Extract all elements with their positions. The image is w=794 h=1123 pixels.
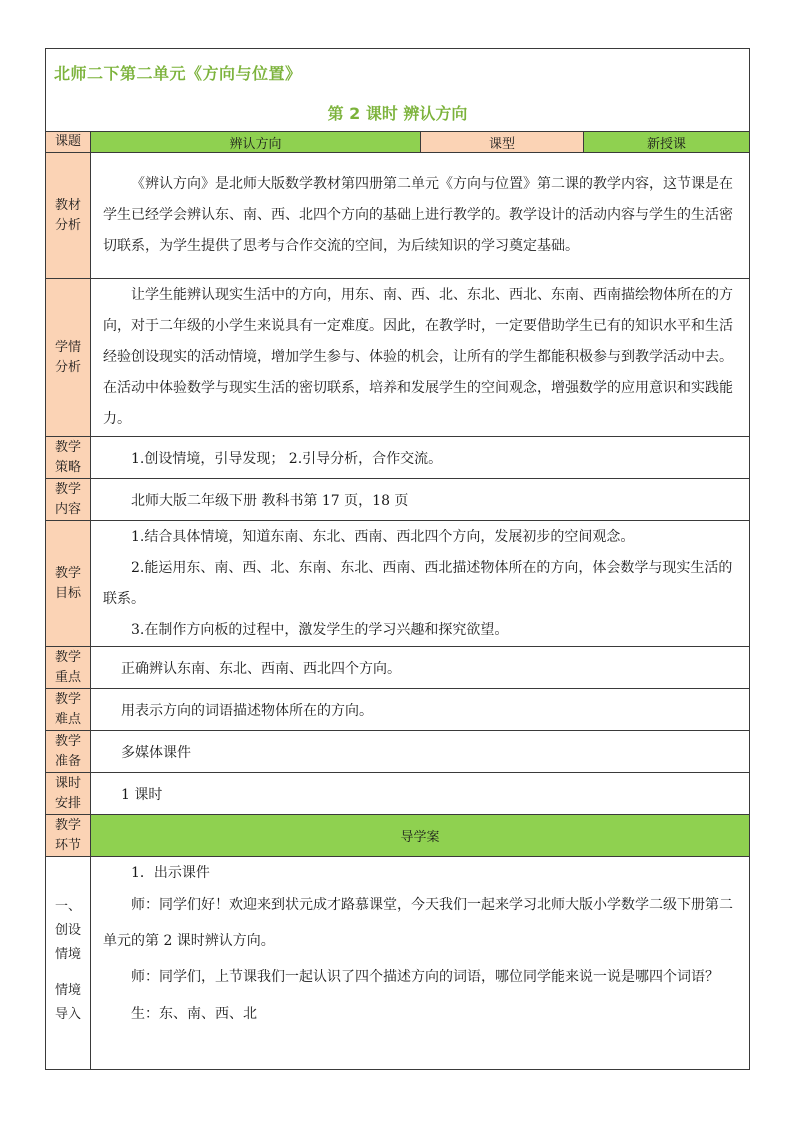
label-line: 导入 — [54, 1007, 81, 1022]
textbook-analysis-row — [46, 153, 750, 279]
topic-value: 辨认方向 — [91, 132, 421, 153]
textbook-analysis-text-cell — [91, 153, 750, 279]
label-line: 教学 — [54, 481, 81, 497]
label-line: 教学 — [54, 439, 81, 455]
label-spacer — [46, 967, 90, 979]
label-line: 内容 — [54, 501, 81, 517]
hours-text: 1 课时 — [91, 773, 750, 815]
label-line: 目标 — [54, 585, 81, 601]
step1-line: 师：同学们好！欢迎来到状元成才路慕课堂，今天我们一起来学习北师大版小学数学二级下册第二单元的第 2 课时辨认方向。 — [103, 897, 733, 949]
label-line: 教学 — [54, 691, 81, 707]
hours-row — [46, 773, 750, 815]
student-analysis-text-cell — [91, 279, 750, 437]
label-line: 教学 — [54, 565, 81, 581]
content-row — [46, 479, 750, 521]
strategy-row — [46, 437, 750, 479]
process-title: 导学案 — [91, 815, 750, 857]
label-line: 教学 — [54, 733, 81, 749]
goals-label — [46, 521, 91, 647]
label-line: 情境 — [54, 947, 81, 962]
preparation-text: 多媒体课件 — [91, 731, 750, 773]
strategy-text: 1.创设情境，引导发现； 2.引导分析，合作交流。 — [91, 437, 750, 479]
strategy-label — [46, 437, 91, 479]
step1-line: 师：同学们，上节课我们一起认识了四个描述方向的词语，哪位同学能来说一说是哪四个词语？ — [131, 969, 719, 985]
lesson-title: 第 2 课时 辨认方向 — [327, 104, 468, 123]
lesson-plan-page — [45, 48, 749, 1070]
student-analysis-row — [46, 279, 750, 437]
goal-item: 3.在制作方向板的过程中，激发学生的学习兴趣和探究欲望。 — [131, 621, 509, 638]
type-value: 新授课 — [584, 132, 750, 153]
content-text: 北师大版二年级下册 教科书第 17 页，18 页 — [91, 479, 750, 521]
label-line: 环节 — [54, 837, 81, 853]
process-row — [46, 815, 750, 857]
step1-line: 1．出示课件 — [131, 865, 210, 881]
textbook-analysis-label — [46, 153, 91, 279]
label-line: 课时 — [54, 775, 81, 791]
label-line: 分析 — [54, 217, 81, 233]
doc-title: 北师二下第二单元《方向与位置》 — [54, 64, 302, 83]
preparation-row — [46, 731, 750, 773]
student-analysis-text: 让学生能辨认现实生活中的方向，用东、南、西、北、东北、西北、东南、西南描绘物体所在的方向，对于二年级的小学生来说具有一定难度。因此，在教学时，一定要借助学生已有的知识水平和生活经验创设现实的活动情境，增加学生参与、体验的机会，让所有的学生都能积极参与到教学活动中去。在活动中体验数学与现实生活的密切联系，培养和发展学生的空间观念，增强数学的应用意识和实践能力。 — [103, 287, 733, 427]
student-analysis-label — [46, 279, 91, 437]
difficulty-row — [46, 689, 750, 731]
process-label — [46, 815, 91, 857]
lesson-plan-table — [45, 48, 750, 1070]
goals-row — [46, 521, 750, 647]
label-line: 学情 — [54, 339, 81, 355]
key-point-text: 正确辨认东南、东北、西南、西北四个方向。 — [91, 647, 750, 689]
label-line: 教材 — [54, 197, 81, 213]
hours-label — [46, 773, 91, 815]
label-line: 创设 — [54, 923, 81, 938]
label-line: 教学 — [54, 817, 81, 833]
label-line: 教学 — [54, 649, 81, 665]
header-cell — [46, 49, 750, 132]
type-label: 课型 — [421, 132, 584, 153]
label-line: 重点 — [54, 669, 81, 685]
step1-content — [91, 857, 750, 1070]
label-line: 一、 — [54, 899, 81, 914]
textbook-analysis-text: 《辨认方向》是北师大版数学教材第四册第二单元《方向与位置》第二课的教学内容，这节课是在学生已经学会辨认东、南、西、北四个方向的基础上进行教学的。教学设计的活动内容与学生的生活密切联系，为学生提供了思考与合作交流的空间，为后续知识的学习奠定基础。 — [103, 176, 733, 254]
step1-line: 生：东、南、西、北 — [131, 1006, 257, 1022]
difficulty-label — [46, 689, 91, 731]
key-point-row — [46, 647, 750, 689]
difficulty-text: 用表示方向的词语描述物体所在的方向。 — [91, 689, 750, 731]
goal-item: 2.能运用东、南、西、北、东南、东北、西南、西北描述物体所在的方向，体会数学与现实生活的联系。 — [103, 559, 733, 607]
label-line: 情境 — [54, 983, 81, 998]
label-line: 分析 — [54, 359, 81, 375]
preparation-label — [46, 731, 91, 773]
key-point-label — [46, 647, 91, 689]
label-line: 安排 — [54, 795, 81, 811]
goals-text-cell — [91, 521, 750, 647]
label-line: 策略 — [54, 459, 81, 475]
step1-row — [46, 857, 750, 1070]
topic-row — [46, 132, 750, 153]
content-label — [46, 479, 91, 521]
topic-label: 课题 — [46, 132, 91, 153]
goal-item: 1.结合具体情境，知道东南、东北、西南、西北四个方向，发展初步的空间观念。 — [131, 528, 635, 545]
label-line: 准备 — [54, 753, 81, 769]
step1-label — [46, 857, 91, 1070]
label-line: 难点 — [54, 711, 81, 727]
